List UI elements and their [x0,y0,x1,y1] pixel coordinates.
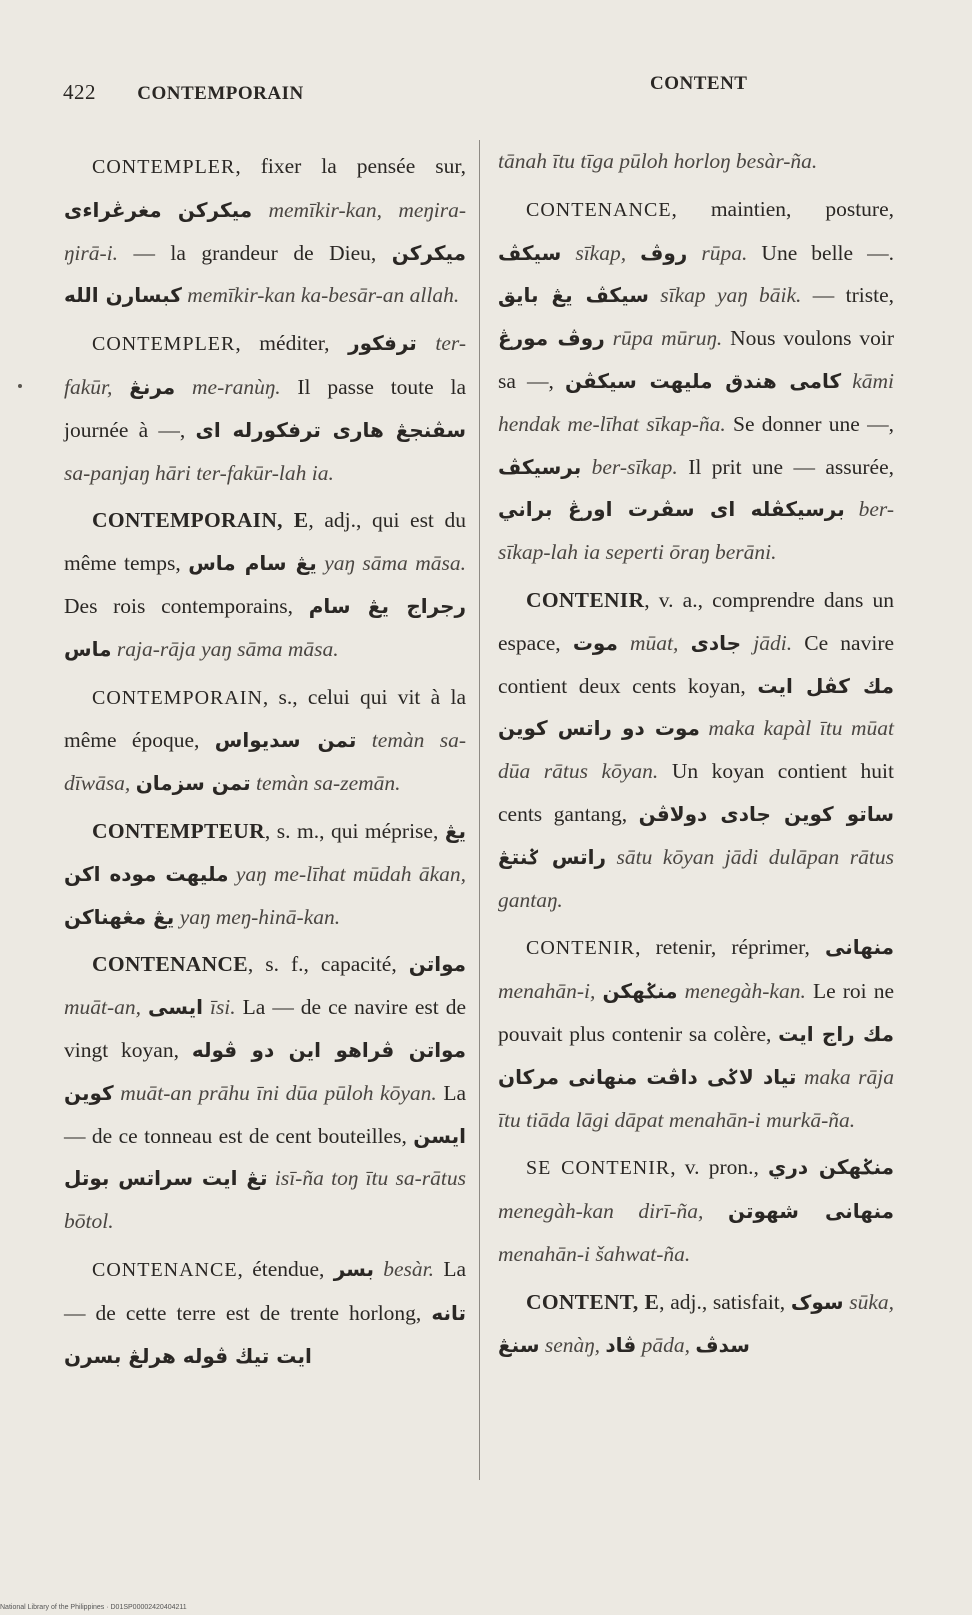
french-text [356,728,371,752]
transliteration: maka kapàl ītu mūat dūa rātus kōyan. [498,716,894,784]
transliteration: menegàh-kan dirī-ña, [498,1199,704,1224]
transliteration: menegàh-kan. [684,979,806,1004]
french-text: Nous voulons voir sa —, [498,326,894,393]
french-text [581,455,591,479]
jawi-text: ميکرکن [177,197,253,222]
entry-headword: CONTEMPLER [92,156,236,178]
transliteration: menahān-i šahwat-ña. [498,1241,691,1266]
jawi-text: يڠ مڠهناکن [64,904,175,929]
jawi-text: روڤ [640,240,688,265]
french-text [229,862,236,886]
french-text [141,995,148,1019]
french-text [561,241,575,265]
right-running-head: CONTENT [650,73,748,94]
french-text [252,198,268,222]
dictionary-entry [64,810,466,938]
jawi-text: ڤاد [605,1332,637,1357]
entry-headword: CONTEMPORAIN [92,686,263,709]
jawi-text: برسيکڤ [498,454,582,479]
french-text [741,631,753,655]
entry-headword: CONTEMPLER [92,333,236,356]
french-text [845,497,859,521]
french-text [687,241,701,265]
french-text [626,241,640,265]
entry-definition: , adj., qui est du même temps, [64,508,466,576]
dictionary-entry [64,676,466,805]
transliteration: pāda, [641,1332,691,1357]
entry-definition: , retenir, réprimer, [635,935,825,960]
transliteration: temàn sa-zemān. [256,771,401,796]
jawi-text: تمن سديواس [214,728,357,753]
french-text [112,375,129,399]
entry-definition: , s. f., capacité, [247,952,409,977]
dictionary-entry [64,145,466,317]
french-text: Un koyan contient huit cents gantang, [498,759,895,826]
jawi-text: سيکڤ [498,240,562,265]
transliteration: memīkir-kan, [268,197,383,222]
jawi-text: ايسن تڠ ايت سراتس بوتل [64,1123,466,1191]
jawi-text: منݢهکن دري [768,1155,894,1180]
french-text [703,1199,728,1223]
entry-headword: CONTENIR [526,587,645,612]
scan-footer: National Library of the Philippines · D01SP00002420404211 [0,1604,187,1611]
dictionary-entry [64,1248,466,1377]
french-text [796,1065,804,1089]
entry-definition: , fixer la pensée sur, [235,154,466,178]
french-text: Ce navire contient deux cents koyan, [498,630,895,698]
transliteration: mūat, [630,630,679,655]
entry-definition: , s., celui qui vit à la même époque, [64,684,466,753]
transliteration: meŋira-ŋirā-i. [64,197,467,265]
transliteration: maka rāja ītu tiāda lāgi dāpat menahān-i murkā-ña. [498,1064,894,1132]
entry-headword: CONTEMPORAIN, E [92,508,309,533]
transliteration: ber-sīkap-lah ia seperti ōraŋ berāni. [498,497,894,565]
transliteration: sātu kōyan jādi dulāpan rātus gantaŋ. [498,844,895,912]
french-text: — triste, [801,283,895,308]
french-text: — la grandeur de Dieu, [117,240,392,265]
transliteration: sīkap, [575,240,627,265]
jawi-text: تانه ايت تيڬ ڤوله هرلڠ بسرن [64,1300,466,1368]
jawi-text: برسيکڤله اى سڤرت اورڠ براني [498,497,845,522]
transliteration: īsi. [209,995,236,1020]
entry-headword: CONTEMPTEUR [92,818,265,843]
jawi-text: جادى [690,630,742,655]
french-text [374,1257,383,1281]
transliteration: muāt-an prāhu īni dūa pūloh kōyan. [120,1080,437,1105]
entry-headword: CONTENIR [526,937,636,960]
transliteration: raja-rāja yaŋ sāma māsa. [116,636,339,661]
transliteration: muāt-an, [64,995,142,1020]
transliteration: sūka, [849,1289,895,1314]
transliteration: isī-ña toŋ ītu sa-rātus bōtol. [64,1166,467,1234]
french-text [175,375,192,399]
transliteration: yaŋ meŋ-hinā-kan. [179,904,341,929]
dictionary-entry [498,579,894,921]
jawi-text: روڤ مورڠ [498,326,605,351]
left-running-head: CONTEMPORAIN [137,83,304,104]
transliteration: rūpa mūruŋ. [612,326,723,351]
jawi-text: ساتو کوين جادى دولاڤن راتس ݢنتڠ [498,801,894,869]
french-text [268,1166,275,1190]
transliteration: me-ranùŋ. [192,374,281,399]
transliteration: ber-sīkap. [591,454,678,479]
jawi-text: منهانى شهوتن [727,1199,894,1224]
dictionary-entry [498,1146,894,1275]
transliteration: rūpa. [701,240,748,265]
french-text: Il passe toute la journée à —, [64,374,467,442]
jawi-text: مك راج ايت تياد لاݢى داڤت منهانى مرکان [498,1021,894,1089]
entry-definition: , maintien, posture, [671,196,894,221]
french-text: La — de cette terre est de trente horlong, [64,1256,466,1325]
transliteration: besàr. [383,1256,435,1281]
jawi-text: مواتن ڤراهو اين دو ڤوله کوين [64,1037,466,1105]
transliteration: yaŋ sāma māsa. [324,551,466,576]
page-number: 422 [63,80,96,104]
french-text: Il prit une — assurée, [677,454,894,479]
french-text [678,631,690,655]
transliteration: kāmi hendak me-līhat sīkap-ña. [498,368,894,436]
running-head-left [63,80,304,105]
jawi-text: منهانى [824,935,894,960]
transliteration: sīkap yaŋ bāik. [660,283,802,308]
column-divider [479,140,480,1480]
jawi-text: ايسى [148,995,203,1020]
entry-definition: , étendue, [237,1256,334,1281]
jawi-text: يڠ مليهت موده اکن [64,818,466,886]
dictionary-entry [64,322,466,494]
entry-definition: , v. a., comprendre dans un espace, [498,587,894,655]
jawi-text: مرنڠ [129,374,176,399]
transliteration: jādi. [753,630,793,655]
jawi-text: تمن سزمان [135,771,251,796]
dictionary-entry [498,140,894,183]
entry-definition: , v. pron., [670,1155,769,1180]
french-text [203,995,210,1019]
right-column [498,140,894,1371]
transliteration: ter-fakūr, [64,331,466,399]
jawi-text: سدڤ [695,1332,750,1357]
french-text [606,845,617,869]
dictionary-entry [498,1281,894,1367]
jawi-text: کامى هندق مليهت سيکڤن [564,368,842,393]
french-text [649,283,660,307]
entry-headword: CONTENANCE [92,952,248,977]
dictionary-entry [498,188,894,574]
french-text [162,198,178,222]
jawi-text: سنڠ [498,1332,540,1357]
entry-headword: CONTENT, E [526,1289,660,1314]
french-text: Une belle —. [747,240,894,265]
french-text [678,979,685,1003]
french-text [618,631,630,655]
entry-definition: , s. m., qui méprise, [264,818,445,843]
entry-definition: , adj., satisfait, [659,1289,791,1314]
jawi-text: يڠ سام ماس [188,551,317,576]
jawi-text: مغرڠراءى [64,197,162,222]
jawi-text: مك کڤل ايت موت دو راتس کوين [498,673,894,741]
jawi-text: منݢهکن [602,979,678,1004]
jawi-text: سڤنجڠ هارى ترفکورله اى [195,417,467,442]
french-text: Se donner une —, [725,411,895,436]
left-column [64,145,466,1382]
jawi-text: موت [572,630,618,655]
dictionary-entry [498,926,894,1141]
jawi-text: ترفکور [348,331,417,356]
french-text: La — de ce navire est de vingt koyan, [64,995,466,1062]
dictionary-entry [64,499,466,670]
jawi-text: ميکرکن کبسارن الله [64,240,466,308]
entry-headword: CONTENANCE [92,1258,238,1281]
entry-headword: CONTENANCE [526,198,672,221]
french-text [417,331,436,355]
transliteration: tānah ītu tīga pūloh horloŋ besàr-ña. [498,149,818,173]
entry-definition: , méditer, [235,331,349,356]
dictionary-entry [64,943,466,1243]
french-text [605,326,613,350]
jawi-text: سوک [790,1289,844,1314]
transliteration: temàn sa-dīwāsa, [64,728,467,796]
margin-mark [18,384,22,388]
transliteration: yaŋ me-līhat mūdah ākan, [235,861,466,886]
jawi-text: سيکڤ يڠ بايق [498,283,649,308]
jawi-text: بسر [333,1256,374,1281]
french-text: Des rois contemporains, [64,593,309,618]
french-text: Le roi ne pouvait plus contenir sa colère, [498,979,895,1046]
jawi-text: رجراج يڠ سام ماس [64,593,467,661]
transliteration: senàŋ, [544,1332,601,1357]
french-text [382,198,398,222]
french-text [841,369,852,393]
french-text: La — de ce tonneau est de cent bouteilles, [64,1080,466,1148]
transliteration: sa-panjaŋ hāri ter-fakūr-lah ia. [64,460,334,485]
jawi-text: مواتن [408,952,466,977]
transliteration: memīkir-kan ka-besār-an allah. [187,283,460,308]
entry-headword: SE CONTENIR [526,1157,671,1180]
transliteration: menahān-i, [498,979,596,1004]
